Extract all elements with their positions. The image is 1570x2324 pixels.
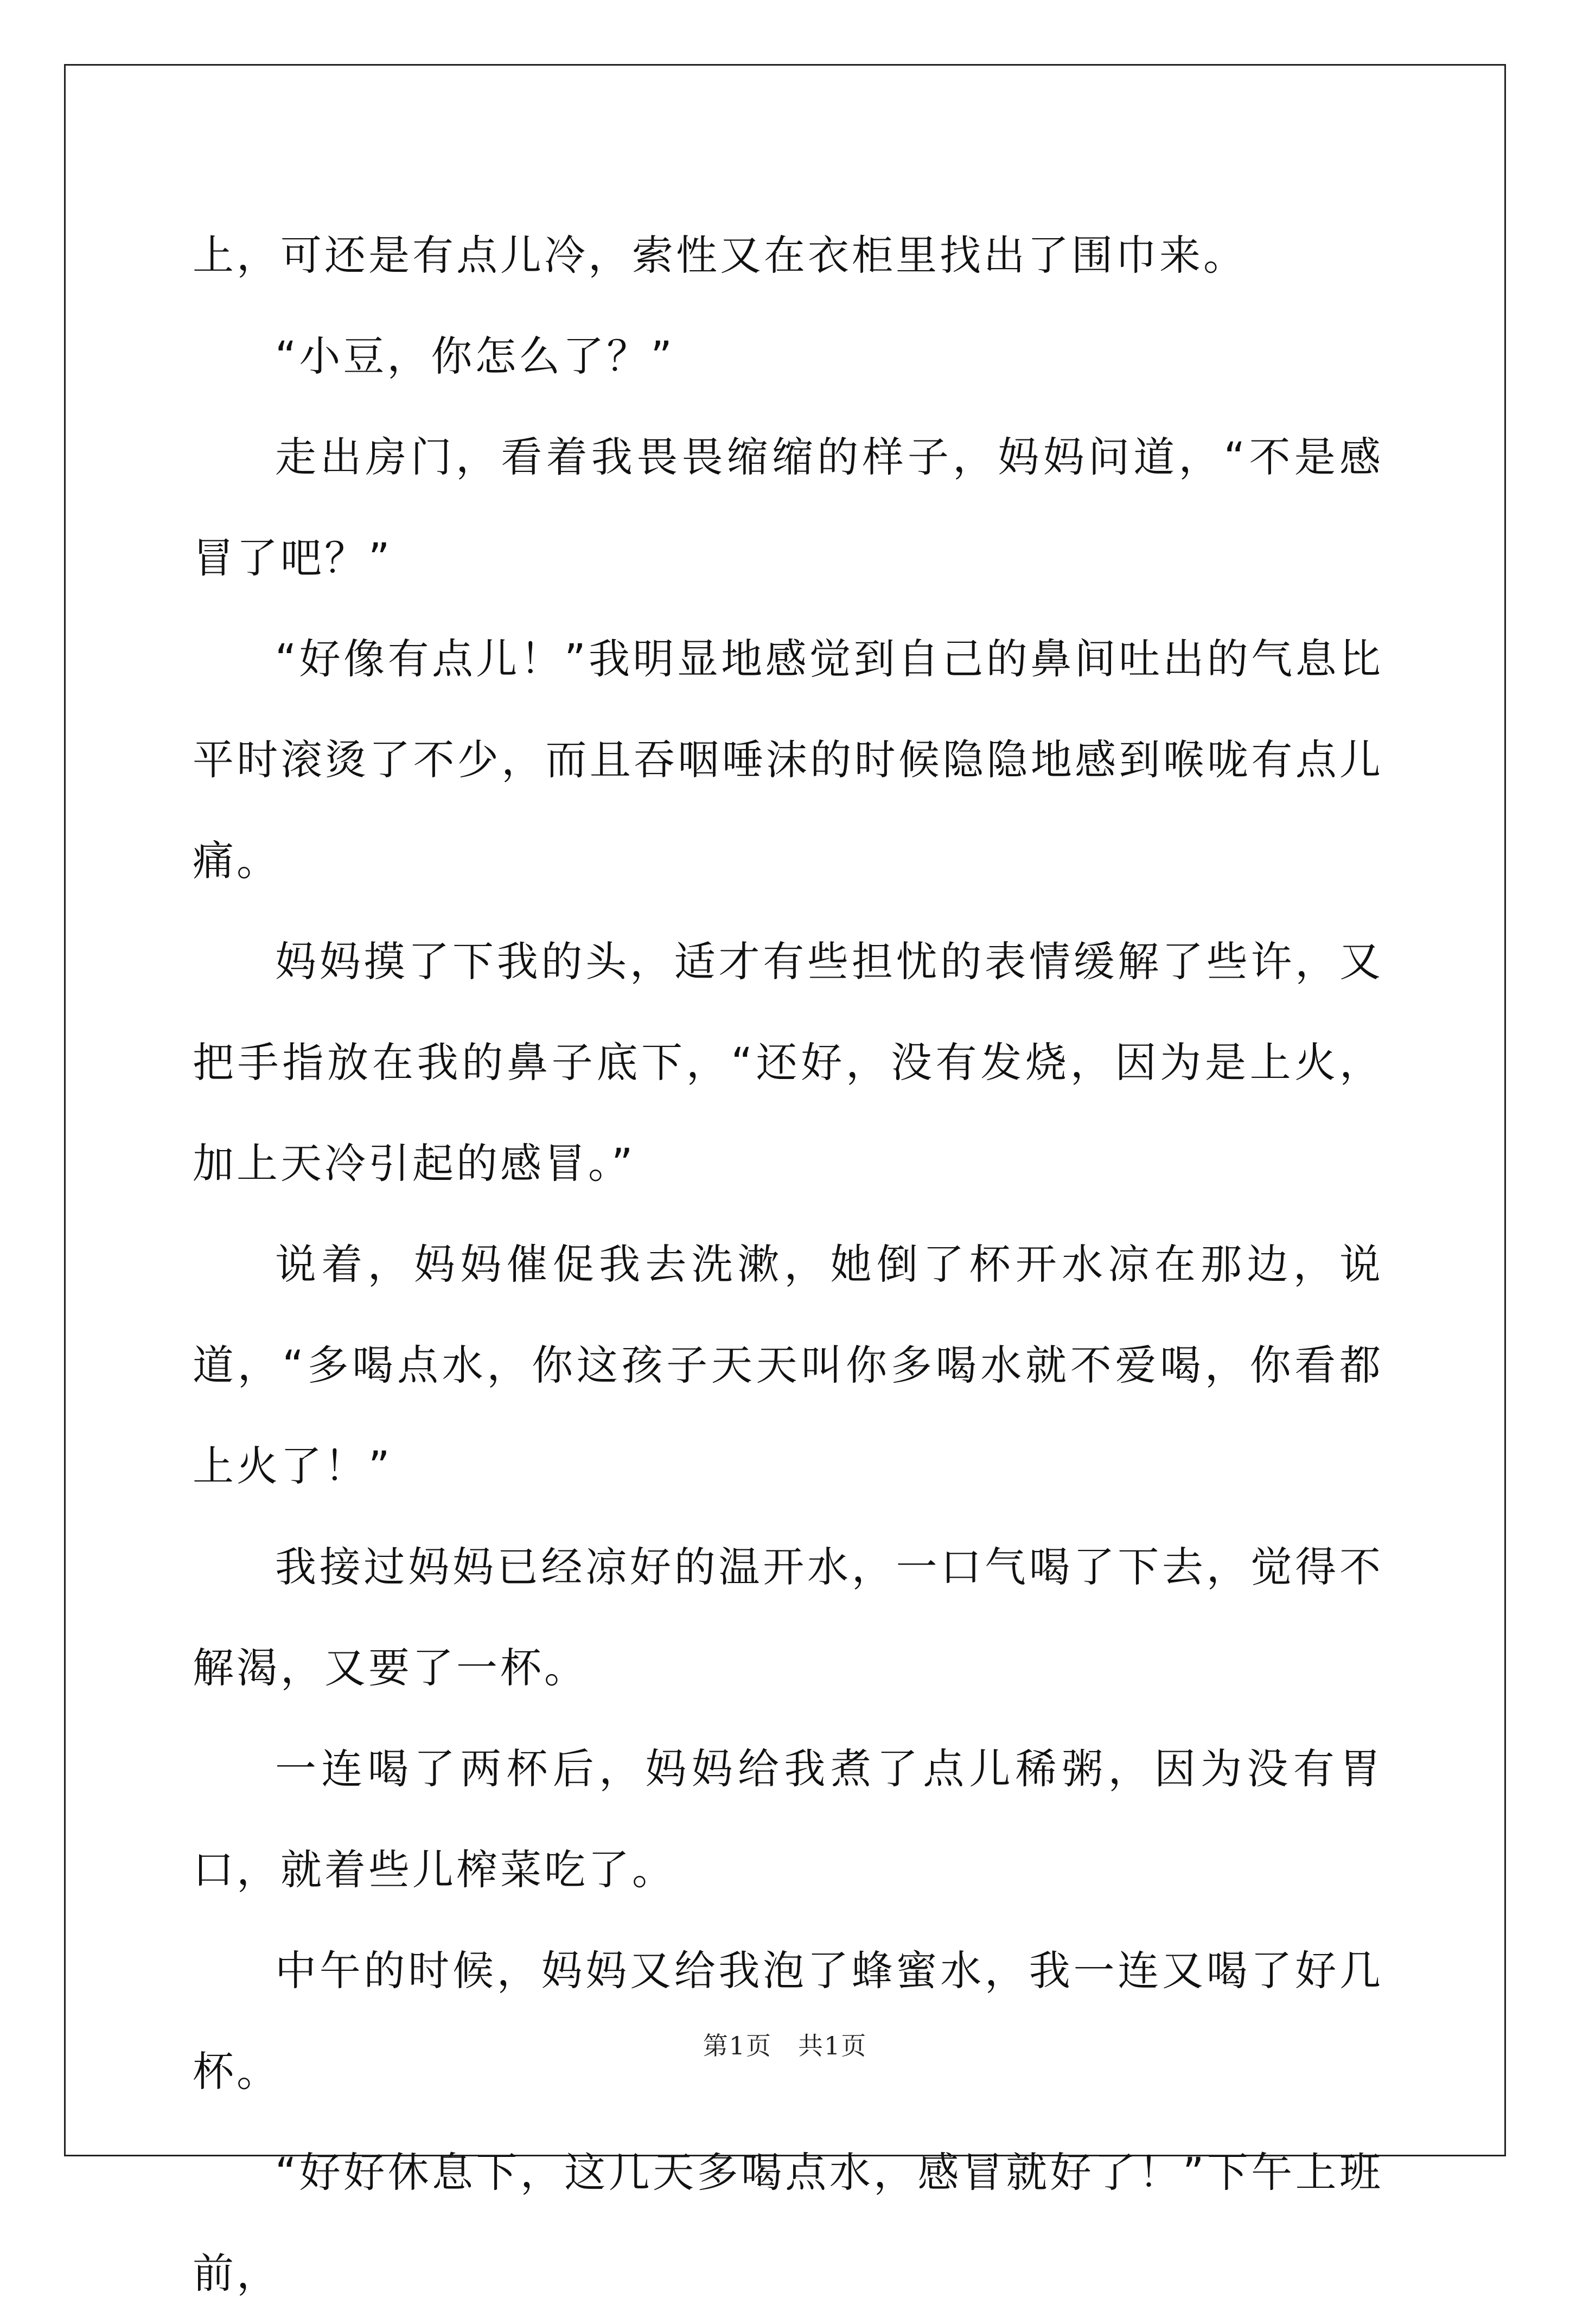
paragraph-2: “小豆，你怎么了？”	[275, 332, 675, 380]
paragraph-6: 说着，妈妈催促我去洗漱，她倒了杯开水凉在那边，说道，“多喝点水，你这孩子天天叫你多喝水就不爱喝，你看都上火了！”	[193, 1240, 1383, 1490]
paragraph-5: 妈妈摸了下我的头，适才有些担忧的表情缓解了些许，又把手指放在我的鼻子底下，“还好，没有发烧，因为是上火，加上天冷引起的感冒。”	[193, 937, 1383, 1187]
page-footer	[0, 2026, 1570, 2062]
document-body	[193, 205, 1383, 2324]
paragraph-1: 上，可还是有点儿冷，索性又在衣柜里找出了围巾来。	[193, 231, 1247, 279]
paragraph-4: “好像有点儿！”我明显地感觉到自己的鼻间吐出的气息比平时滚烫了不少，而且吞咽唾沫的时候隐隐地感到喉咙有点儿痛。	[193, 635, 1383, 885]
page-total: 共1页	[798, 2031, 867, 2060]
paragraph-10: “好好休息下，这几天多喝点水，感冒就好了！”下午上班前，	[193, 2148, 1383, 2297]
paragraph-7: 我接过妈妈已经凉好的温开水，一口气喝了下去，觉得不解渴，又要了一杯。	[193, 1543, 1383, 1692]
paragraph-8: 一连喝了两杯后，妈妈给我煮了点儿稀粥，因为没有胃口，就着些儿榨菜吃了。	[193, 1745, 1383, 1894]
paragraph-9: 中午的时候，妈妈又给我泡了蜂蜜水，我一连又喝了好几杯。	[193, 1946, 1383, 2096]
paragraph-3: 走出房门，看着我畏畏缩缩的样子，妈妈问道，“不是感冒了吧？”	[193, 433, 1383, 582]
page-number: 第1页	[703, 2031, 772, 2060]
